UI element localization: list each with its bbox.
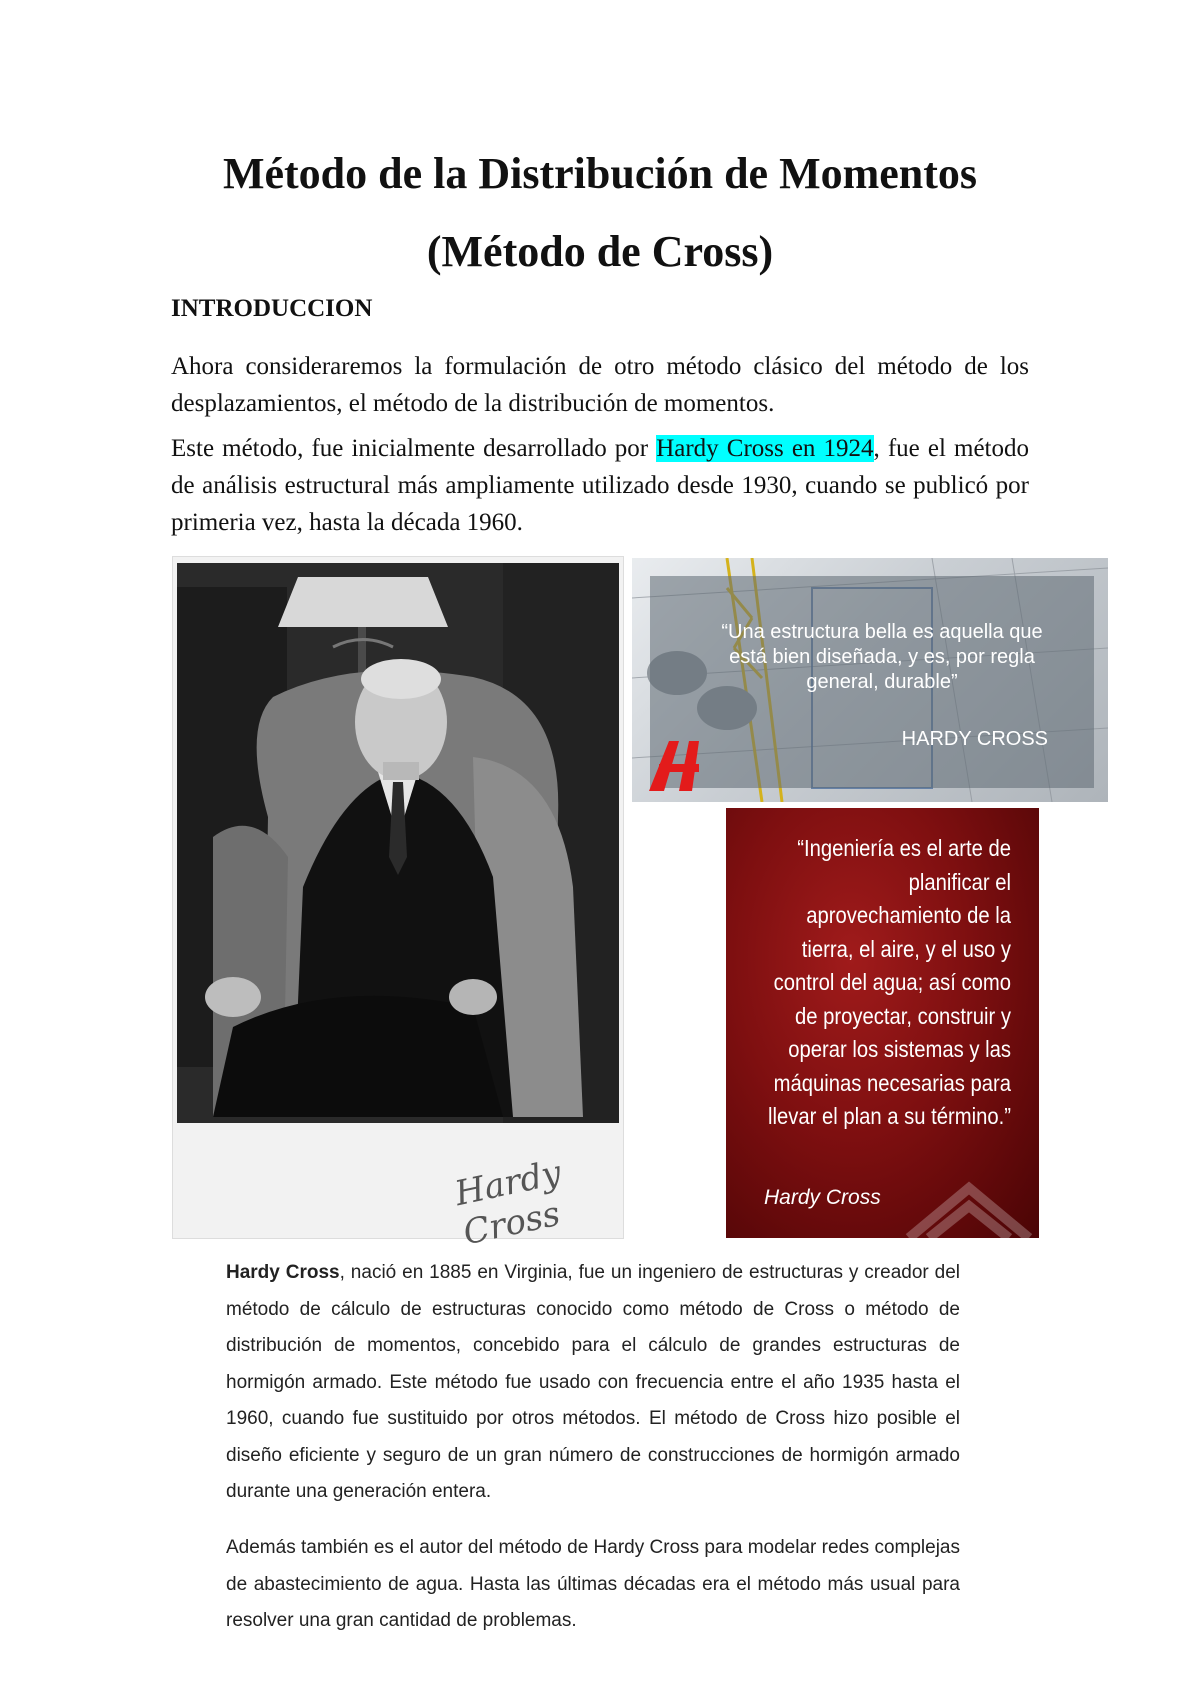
bio-name: Hardy Cross	[226, 1262, 340, 1283]
page-title-line1: Método de la Distribución de Momentos	[222, 149, 978, 198]
history-paragraph	[171, 430, 1029, 541]
logo-icon	[644, 736, 714, 796]
chevron-decoration-icon	[899, 1168, 1039, 1238]
history-text-end: , fue el método de análisis estructural más ampliamente utilizado desde 1930, cuando se publicó por primeria vez, hasta la década 1960.	[171, 435, 1029, 536]
section-heading: INTRODUCCION	[171, 295, 373, 322]
history-text-start: Este método, fue inicialmente desarrollado por	[171, 435, 657, 462]
quote2-author: Hardy Cross	[764, 1186, 881, 1209]
highlighted-text: Hardy Cross en 1924	[656, 435, 874, 462]
quote1-text: “Una estructura bella es aquella que está bien diseñada, y es, por regla general, durable”	[721, 621, 1043, 693]
bio-paragraph-1	[226, 1255, 960, 1511]
page-title-line2: (Método de Cross)	[426, 227, 774, 276]
quote2-text: “Ingeniería es el arte de planificar el aprovechamiento de la tierra, el aire, y el uso y control del agua; así como de proyectar, construir y operar los sistemas y las máquinas necesarias para llevar el plan a su término.”	[768, 835, 1011, 1129]
bio-paragraph-2: Además también es el autor del método de Hardy Cross para modelar redes complejas de abastecimiento de agua. Hasta las últimas décadas era el método más usual para resolver una gran cantidad de problemas.	[226, 1537, 960, 1631]
portrait-signature: Hardy Cross	[451, 1152, 565, 1254]
hardy-cross-portrait	[172, 556, 624, 1254]
quote-image-2	[726, 808, 1039, 1238]
portrait-illustration	[173, 557, 623, 1238]
bio-text: , nació en 1885 en Virginia, fue un ingeniero de estructuras y creador del método de cálculo de estructuras conocido como método de Cross o método de distribución de momentos, concebido para el cálculo de grandes estructuras de hormigón armado. Este método fue usado con frecuencia entre el año 1935 hasta el 1960, cuando fue sustituido por otros métodos. El método de Cross hizo posible el diseño eficiente y seguro de un gran número de construcciones de hormigón armado durante una generación entera.	[226, 1262, 960, 1502]
intro-paragraph: Ahora consideraremos la formulación de otro método clásico del método de los desplazamientos, el método de la distribución de momentos.	[171, 353, 1029, 417]
quote1-author: HARDY CROSS	[901, 728, 1048, 750]
quote-image-1	[632, 558, 1108, 802]
